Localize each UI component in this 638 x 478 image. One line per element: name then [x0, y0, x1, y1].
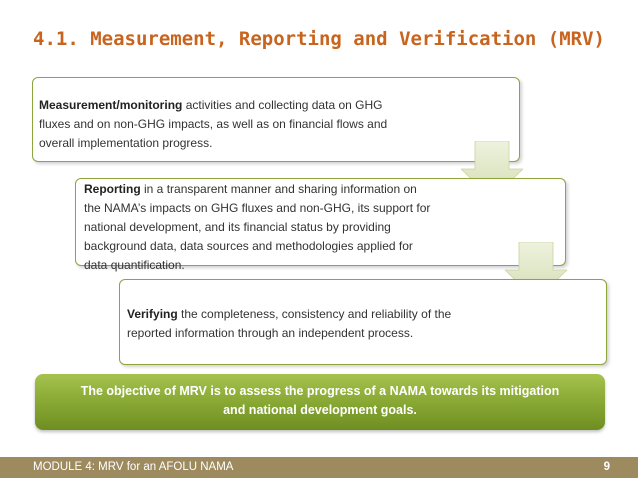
measurement-keyword: Measurement/monitoring	[39, 98, 183, 112]
reporting-line-2: the NAMA’s impacts on GHG fluxes and non-GHG, its support for	[84, 201, 431, 215]
verifying-line-2: reported information through an independent process.	[127, 326, 414, 340]
verifying-line-1: the completeness, consistency and reliability of the	[177, 307, 452, 321]
objective-line-2: and national development goals.	[223, 403, 417, 417]
measurement-text	[39, 96, 459, 153]
measurement-line-2: fluxes and on non-GHG impacts, as well as on financial flows and	[39, 117, 388, 131]
reporting-line-1: in a transparent manner and sharing information on	[140, 182, 417, 196]
verifying-text	[127, 305, 547, 343]
reporting-line-3: national development, and its financial status by providing	[84, 220, 391, 234]
verifying-keyword: Verifying	[127, 307, 178, 321]
objective-line-1: The objective of MRV is to assess the progress of a NAMA towards its mitigation	[80, 384, 560, 398]
page-title: 4.1. Measurement, Reporting and Verification (MRV)	[33, 28, 605, 50]
measurement-box	[32, 77, 520, 162]
measurement-line-1: activities and collecting data on GHG	[182, 98, 383, 112]
measurement-line-3: overall implementation progress.	[39, 136, 213, 150]
verifying-box	[119, 279, 607, 365]
footer-bar	[0, 457, 638, 478]
reporting-line-4: background data, data sources and methodologies applied for	[84, 239, 413, 253]
objective-banner	[35, 374, 605, 430]
reporting-line-5: data quantification.	[84, 258, 185, 272]
reporting-text	[84, 180, 494, 275]
reporting-keyword: Reporting	[84, 182, 141, 196]
reporting-box	[75, 178, 566, 272]
module-label: MODULE 4: MRV for an AFOLU NAMA	[33, 461, 234, 473]
page-number: 9	[603, 461, 610, 473]
